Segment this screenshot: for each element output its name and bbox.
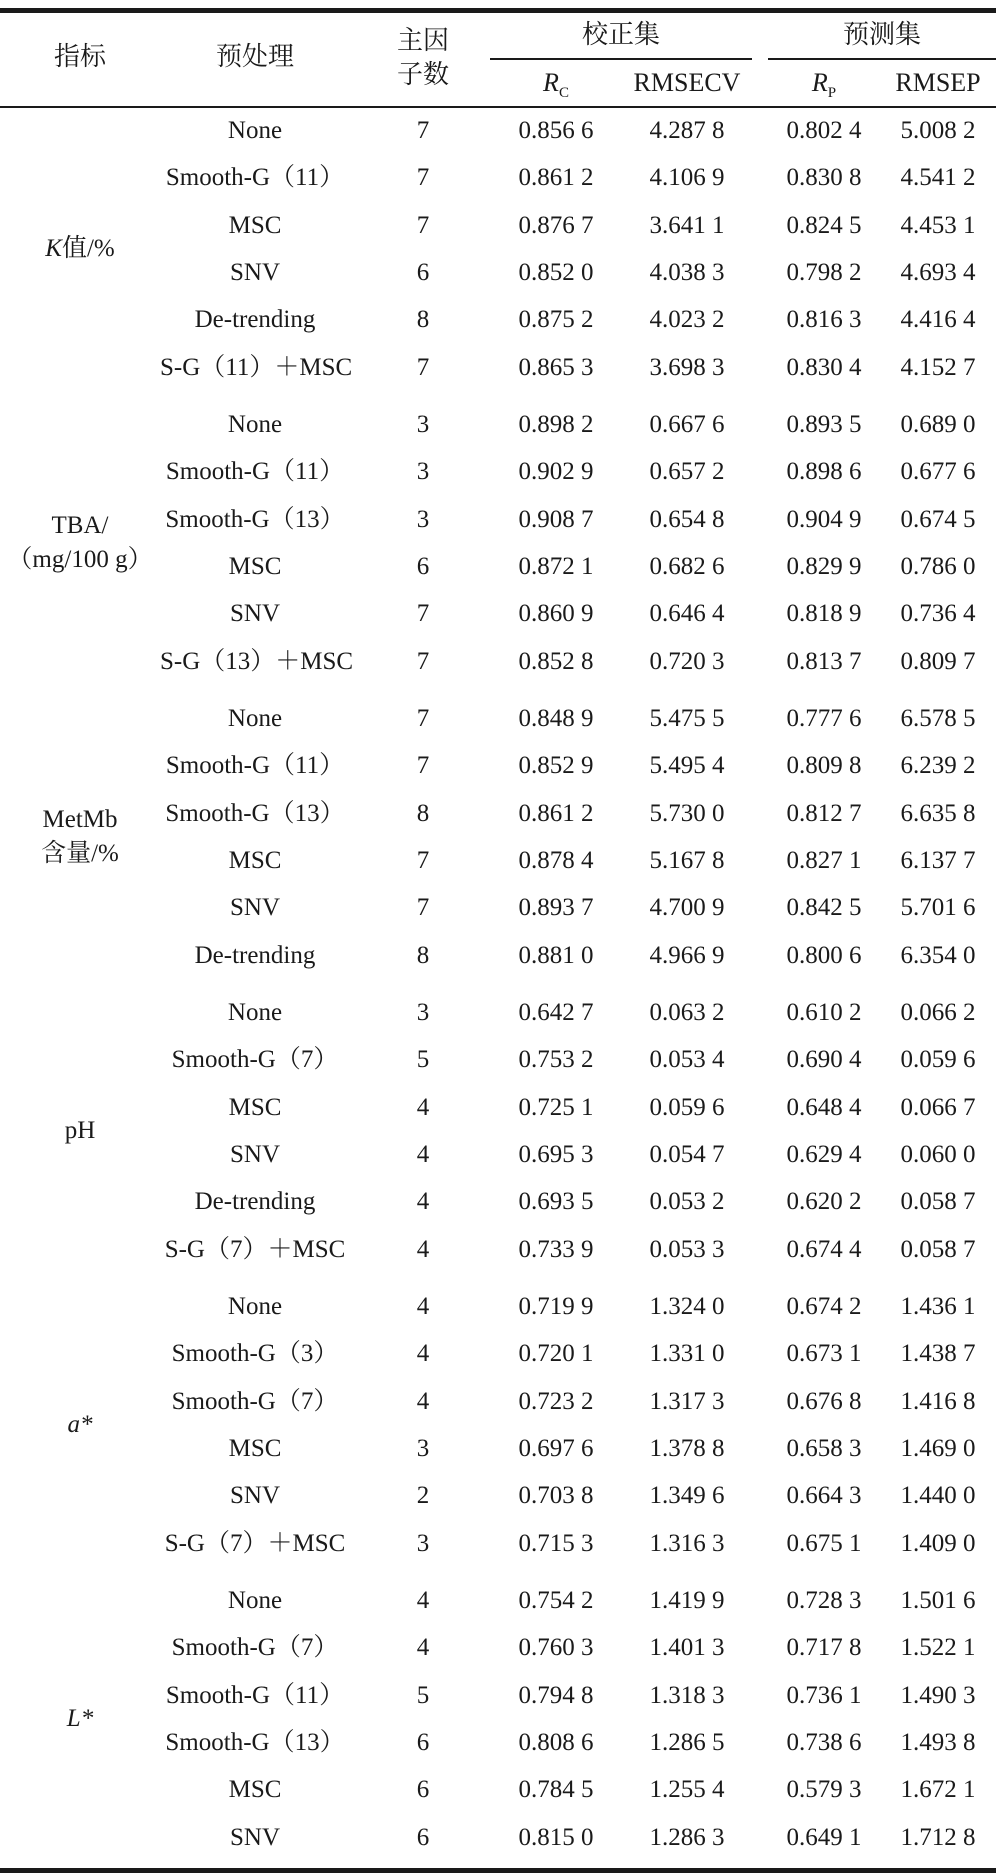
- header-bottom-rule: [0, 106, 996, 108]
- factors-cell: 3: [416, 505, 430, 533]
- rp-cell: 0.676 8: [786, 1387, 862, 1415]
- preprocessing-cell: MSC: [228, 553, 282, 581]
- rc-cell: 0.808 6: [518, 1729, 594, 1757]
- rmsep-cell: 1.501 6: [900, 1587, 976, 1614]
- rmsecv-cell: 1.378 8: [649, 1435, 725, 1463]
- preprocessing-cell: MSC: [228, 1776, 282, 1804]
- factors-cell: 7: [416, 847, 430, 875]
- rmsep-cell: 5.701 6: [900, 894, 976, 922]
- factors-cell: 8: [416, 941, 430, 969]
- indicator-label: [0, 803, 160, 871]
- rc-cell: 0.720 1: [518, 1340, 594, 1368]
- rmsep-cell: 1.440 0: [900, 1482, 976, 1510]
- rmsep-cell: 1.436 1: [900, 1293, 976, 1320]
- rp-cell: 0.649 1: [786, 1823, 862, 1851]
- rmsecv-cell: 1.324 0: [649, 1293, 725, 1320]
- indicator-label: [0, 1114, 160, 1148]
- rmsecv-cell: 4.023 2: [649, 306, 725, 334]
- factors-cell: 6: [416, 1729, 430, 1757]
- rc-cell: 0.875 2: [518, 306, 594, 334]
- header-rc-sub: C: [558, 85, 569, 102]
- indicator-label: [0, 1702, 160, 1736]
- rmsecv-cell: 0.682 6: [649, 553, 725, 581]
- header-rmsecv: RMSECV: [633, 68, 741, 97]
- rmsep-cell: 4.152 7: [900, 353, 976, 381]
- rmsecv-cell: 0.063 2: [649, 999, 725, 1026]
- factors-cell: 7: [416, 211, 430, 239]
- factors-cell: 7: [416, 353, 430, 381]
- preprocessing-cell: De-trending: [194, 941, 316, 969]
- rc-cell: 0.642 7: [518, 999, 594, 1026]
- rmsep-cell: 6.578 5: [900, 705, 976, 732]
- header-calibration-set: 校正集: [581, 20, 660, 49]
- preprocessing-cell: Smooth-G（11）: [165, 458, 345, 486]
- indicator-label: [0, 509, 160, 577]
- rp-cell: 0.673 1: [786, 1340, 862, 1368]
- rmsep-cell: 1.469 0: [900, 1435, 976, 1463]
- rmsep-cell: 0.786 0: [900, 553, 976, 581]
- indicator-line: [0, 1408, 160, 1442]
- rp-cell: 0.813 7: [786, 647, 862, 675]
- factors-cell: 4: [416, 1587, 430, 1614]
- rc-cell: 0.898 2: [518, 411, 594, 438]
- rp-cell: 0.648 4: [786, 1093, 862, 1121]
- rmsep-cell: 6.239 2: [900, 752, 976, 780]
- rp-cell: 0.675 1: [786, 1529, 862, 1557]
- preprocessing-cell: S-G（7）＋MSC: [164, 1529, 346, 1557]
- rmsep-cell: 0.058 7: [900, 1235, 976, 1263]
- rmsecv-cell: 0.054 7: [649, 1141, 725, 1169]
- rmsep-cell: 1.490 3: [900, 1681, 976, 1709]
- header-rmsep: RMSEP: [895, 68, 981, 97]
- rc-cell: 0.861 2: [518, 799, 594, 827]
- rc-cell: 0.893 7: [518, 894, 594, 922]
- rp-cell: 0.830 8: [786, 164, 862, 192]
- rmsecv-cell: 1.349 6: [649, 1482, 725, 1510]
- rp-cell: 0.620 2: [786, 1188, 862, 1216]
- indicator-part: K: [45, 235, 62, 263]
- rmsecv-cell: 1.255 4: [649, 1776, 725, 1804]
- table-bottom-rule: [0, 1868, 996, 1873]
- rmsecv-cell: 0.053 2: [649, 1188, 725, 1216]
- rc-cell: 0.695 3: [518, 1141, 594, 1169]
- rmsep-cell: 0.689 0: [900, 411, 976, 438]
- rmsep-cell: 0.066 2: [900, 999, 976, 1026]
- rc-cell: 0.725 1: [518, 1093, 594, 1121]
- factors-cell: 7: [416, 752, 430, 780]
- rmsecv-cell: 1.318 3: [649, 1681, 725, 1709]
- rc-cell: 0.865 3: [518, 353, 594, 381]
- rc-cell: 0.848 9: [518, 705, 594, 732]
- preprocessing-cell: Smooth-G（3）: [171, 1340, 339, 1368]
- rmsep-cell: 6.635 8: [900, 799, 976, 827]
- indicator-line: TBA/: [51, 512, 109, 540]
- rmsep-cell: 1.672 1: [900, 1776, 976, 1804]
- rmsecv-cell: 1.317 3: [649, 1387, 725, 1415]
- factors-cell: 3: [416, 1529, 430, 1557]
- preprocessing-cell: SNV: [229, 1823, 280, 1851]
- rc-cell: 0.784 5: [518, 1776, 594, 1804]
- rmsep-cell: 1.522 1: [900, 1634, 976, 1662]
- preprocessing-cell: Smooth-G（7）: [171, 1634, 339, 1662]
- preprocessing-cell: Smooth-G（11）: [165, 752, 345, 780]
- rmsecv-cell: 1.316 3: [649, 1529, 725, 1557]
- prediction-set-rule: [768, 58, 996, 60]
- rp-cell: 0.830 4: [786, 353, 862, 381]
- rc-cell: 0.815 0: [518, 1823, 594, 1851]
- preprocessing-cell: None: [227, 705, 283, 732]
- rc-cell: 0.697 6: [518, 1435, 594, 1463]
- factors-cell: 7: [416, 894, 430, 922]
- rc-cell: 0.852 9: [518, 752, 594, 780]
- preprocessing-cell: SNV: [229, 259, 280, 287]
- factors-cell: 4: [416, 1235, 430, 1263]
- header-rp-sub: P: [827, 85, 837, 102]
- rp-cell: 0.842 5: [786, 894, 862, 922]
- header-factors-line1: 主因: [396, 26, 449, 55]
- rc-cell: 0.876 7: [518, 211, 594, 239]
- header-prediction-set: 预测集: [842, 20, 921, 49]
- rc-cell: 0.861 2: [518, 164, 594, 192]
- rmsep-cell: 4.416 4: [900, 306, 976, 334]
- header-rp-main: R: [811, 68, 828, 97]
- indicator-part: 值/%: [61, 235, 115, 263]
- rp-cell: 0.674 4: [786, 1235, 862, 1263]
- factors-cell: 4: [416, 1634, 430, 1662]
- factors-cell: 8: [416, 799, 430, 827]
- factors-cell: 3: [416, 1435, 430, 1463]
- rmsecv-cell: 0.720 3: [649, 647, 725, 675]
- rmsep-cell: 4.541 2: [900, 164, 976, 192]
- preprocessing-cell: Smooth-G（13）: [165, 505, 345, 533]
- header-factors-line2: 子数: [396, 60, 449, 89]
- rmsep-cell: 4.693 4: [900, 259, 976, 287]
- preprocessing-cell: Smooth-G（13）: [165, 1729, 345, 1757]
- preprocessing-cell: S-G（11）＋MSC: [160, 353, 353, 381]
- indicator-line: （mg/100 g）: [7, 546, 153, 574]
- preprocessing-cell: MSC: [228, 1093, 282, 1121]
- factors-cell: 3: [416, 999, 430, 1026]
- preprocessing-cell: S-G（13）＋MSC: [160, 647, 354, 675]
- indicator-line: [0, 232, 160, 266]
- table-top-rule: [0, 8, 996, 13]
- factors-cell: 4: [416, 1188, 430, 1216]
- rmsep-cell: 0.060 0: [900, 1141, 976, 1169]
- rmsecv-cell: 1.286 3: [649, 1823, 725, 1851]
- rc-cell: 0.693 5: [518, 1188, 594, 1216]
- rp-cell: 0.898 6: [786, 458, 862, 486]
- rc-cell: 0.881 0: [518, 941, 594, 969]
- factors-cell: 3: [416, 411, 430, 438]
- rmsecv-cell: 0.646 4: [649, 600, 725, 628]
- rmsecv-cell: 5.475 5: [649, 705, 725, 732]
- rmsep-cell: 4.453 1: [900, 211, 976, 239]
- rmsep-cell: 1.409 0: [900, 1529, 976, 1557]
- rc-cell: 0.703 8: [518, 1482, 594, 1510]
- rp-cell: 0.717 8: [786, 1634, 862, 1662]
- rp-cell: 0.777 6: [786, 705, 862, 732]
- factors-cell: 7: [416, 705, 430, 732]
- rc-cell: 0.715 3: [518, 1529, 594, 1557]
- preprocessing-cell: SNV: [229, 894, 280, 922]
- preprocessing-cell: MSC: [228, 1435, 282, 1463]
- rp-cell: 0.827 1: [786, 847, 862, 875]
- factors-cell: 7: [416, 647, 430, 675]
- indicator-line: 含量/%: [41, 840, 119, 868]
- factors-cell: 4: [416, 1340, 430, 1368]
- rmsecv-cell: 4.287 8: [649, 117, 725, 144]
- factors-cell: 2: [416, 1482, 430, 1510]
- factors-cell: 6: [416, 553, 430, 581]
- factors-cell: 6: [416, 1776, 430, 1804]
- preprocessing-cell: Smooth-G（7）: [171, 1387, 339, 1415]
- rp-cell: 0.800 6: [786, 941, 862, 969]
- rmsep-cell: 0.677 6: [900, 458, 976, 486]
- preprocessing-cell: None: [227, 999, 283, 1026]
- rp-cell: 0.736 1: [786, 1681, 862, 1709]
- rp-cell: 0.658 3: [786, 1435, 862, 1463]
- indicator-part: a*: [67, 1411, 93, 1439]
- rc-cell: 0.856 6: [518, 117, 594, 144]
- rmsecv-cell: 0.654 8: [649, 505, 725, 533]
- rmsecv-cell: 0.053 3: [649, 1235, 725, 1263]
- rp-cell: 0.904 9: [786, 505, 862, 533]
- preprocessing-cell: Smooth-G（13）: [165, 799, 345, 827]
- rmsecv-cell: 4.966 9: [649, 941, 725, 969]
- rc-cell: 0.723 2: [518, 1387, 594, 1415]
- rp-cell: 0.812 7: [786, 799, 862, 827]
- factors-cell: 5: [416, 1681, 430, 1709]
- preprocessing-cell: None: [227, 1293, 283, 1320]
- rmsecv-cell: 0.053 4: [649, 1046, 725, 1074]
- rp-cell: 0.802 4: [786, 117, 862, 144]
- preprocessing-cell: De-trending: [194, 1188, 316, 1216]
- preprocessing-cell: MSC: [228, 211, 282, 239]
- rmsep-cell: 0.674 5: [900, 505, 976, 533]
- rc-cell: 0.872 1: [518, 553, 594, 581]
- rmsecv-cell: 3.641 1: [649, 211, 725, 239]
- rp-cell: 0.829 9: [786, 553, 862, 581]
- rc-cell: 0.860 9: [518, 600, 594, 628]
- rp-cell: 0.809 8: [786, 752, 862, 780]
- rmsecv-cell: 4.106 9: [649, 164, 725, 192]
- header-preprocessing: 预处理: [215, 42, 294, 71]
- rmsep-cell: 1.493 8: [900, 1729, 976, 1757]
- header-rc: [490, 68, 622, 108]
- rmsep-cell: 0.058 7: [900, 1188, 976, 1216]
- preprocessing-cell: SNV: [229, 1482, 280, 1510]
- factors-cell: 4: [416, 1141, 430, 1169]
- rmsecv-cell: 0.657 2: [649, 458, 725, 486]
- rmsecv-cell: 1.419 9: [649, 1587, 725, 1614]
- rmsecv-cell: 5.730 0: [649, 799, 725, 827]
- rmsep-cell: 1.712 8: [900, 1823, 976, 1851]
- rmsecv-cell: 1.331 0: [649, 1340, 725, 1368]
- factors-cell: 7: [416, 600, 430, 628]
- preprocessing-cell: SNV: [229, 600, 280, 628]
- rmsep-cell: 1.438 7: [900, 1340, 976, 1368]
- header-rp: [768, 68, 880, 108]
- rmsecv-cell: 4.038 3: [649, 259, 725, 287]
- rp-cell: 0.674 2: [786, 1293, 862, 1320]
- rmsep-cell: 0.066 7: [900, 1093, 976, 1121]
- preprocessing-cell: Smooth-G（7）: [171, 1046, 339, 1074]
- preprocessing-cell: S-G（7）＋MSC: [164, 1235, 346, 1263]
- rp-cell: 0.818 9: [786, 600, 862, 628]
- preprocessing-cell: Smooth-G（11）: [165, 1681, 345, 1709]
- preprocessing-cell: None: [227, 1587, 283, 1614]
- rmsecv-cell: 1.286 5: [649, 1729, 725, 1757]
- indicator-part: L*: [66, 1705, 94, 1733]
- indicator-line: MetMb: [42, 806, 118, 834]
- factors-cell: 6: [416, 1823, 430, 1851]
- rc-cell: 0.754 2: [518, 1587, 594, 1614]
- rp-cell: 0.610 2: [786, 999, 862, 1026]
- rc-cell: 0.760 3: [518, 1634, 594, 1662]
- rmsecv-cell: 4.700 9: [649, 894, 725, 922]
- factors-cell: 4: [416, 1093, 430, 1121]
- rmsecv-cell: 1.401 3: [649, 1634, 725, 1662]
- factors-cell: 5: [416, 1046, 430, 1074]
- rmsep-cell: 0.059 6: [900, 1046, 976, 1074]
- rp-cell: 0.798 2: [786, 259, 862, 287]
- rc-cell: 0.852 8: [518, 647, 594, 675]
- rmsep-cell: 0.736 4: [900, 600, 976, 628]
- factors-cell: 7: [416, 164, 430, 192]
- rc-cell: 0.719 9: [518, 1293, 594, 1320]
- indicator-line: [0, 1702, 160, 1736]
- rp-cell: 0.579 3: [786, 1776, 862, 1804]
- rp-cell: 0.824 5: [786, 211, 862, 239]
- rc-cell: 0.794 8: [518, 1681, 594, 1709]
- rmsecv-cell: 0.059 6: [649, 1093, 725, 1121]
- rp-cell: 0.738 6: [786, 1729, 862, 1757]
- preprocessing-cell: None: [227, 411, 283, 438]
- calibration-set-rule: [490, 58, 752, 60]
- preprocessing-cell: MSC: [228, 847, 282, 875]
- preprocessing-cell: None: [227, 117, 283, 144]
- rp-cell: 0.728 3: [786, 1587, 862, 1614]
- indicator-label: [0, 232, 160, 266]
- factors-cell: 6: [416, 259, 430, 287]
- rmsep-cell: 6.354 0: [900, 941, 976, 969]
- rc-cell: 0.878 4: [518, 847, 594, 875]
- preprocessing-cell: Smooth-G（11）: [165, 164, 345, 192]
- rc-cell: 0.753 2: [518, 1046, 594, 1074]
- indicator-line: pH: [64, 1117, 96, 1145]
- rp-cell: 0.664 3: [786, 1482, 862, 1510]
- indicator-label: [0, 1408, 160, 1442]
- rc-cell: 0.908 7: [518, 505, 594, 533]
- rp-cell: 0.690 4: [786, 1046, 862, 1074]
- header-indicator: 指标: [53, 42, 106, 71]
- factors-cell: 7: [416, 117, 430, 144]
- rc-cell: 0.733 9: [518, 1235, 594, 1263]
- rmsecv-cell: 5.167 8: [649, 847, 725, 875]
- rp-cell: 0.816 3: [786, 306, 862, 334]
- rc-cell: 0.902 9: [518, 458, 594, 486]
- rmsecv-cell: 0.667 6: [649, 411, 725, 438]
- rmsep-cell: 1.416 8: [900, 1387, 976, 1415]
- factors-cell: 3: [416, 458, 430, 486]
- rp-cell: 0.629 4: [786, 1141, 862, 1169]
- preprocessing-cell: De-trending: [194, 306, 316, 334]
- factors-cell: 4: [416, 1293, 430, 1320]
- factors-cell: 4: [416, 1387, 430, 1415]
- rmsecv-cell: 3.698 3: [649, 353, 725, 381]
- rmsep-cell: 5.008 2: [900, 117, 976, 144]
- rmsecv-cell: 5.495 4: [649, 752, 725, 780]
- header-rc-main: R: [543, 68, 559, 97]
- factors-cell: 8: [416, 306, 430, 334]
- rmsep-cell: 6.137 7: [900, 847, 976, 875]
- rmsep-cell: 0.809 7: [900, 647, 976, 675]
- rp-cell: 0.893 5: [786, 411, 862, 438]
- preprocessing-cell: SNV: [229, 1141, 280, 1169]
- rc-cell: 0.852 0: [518, 259, 594, 287]
